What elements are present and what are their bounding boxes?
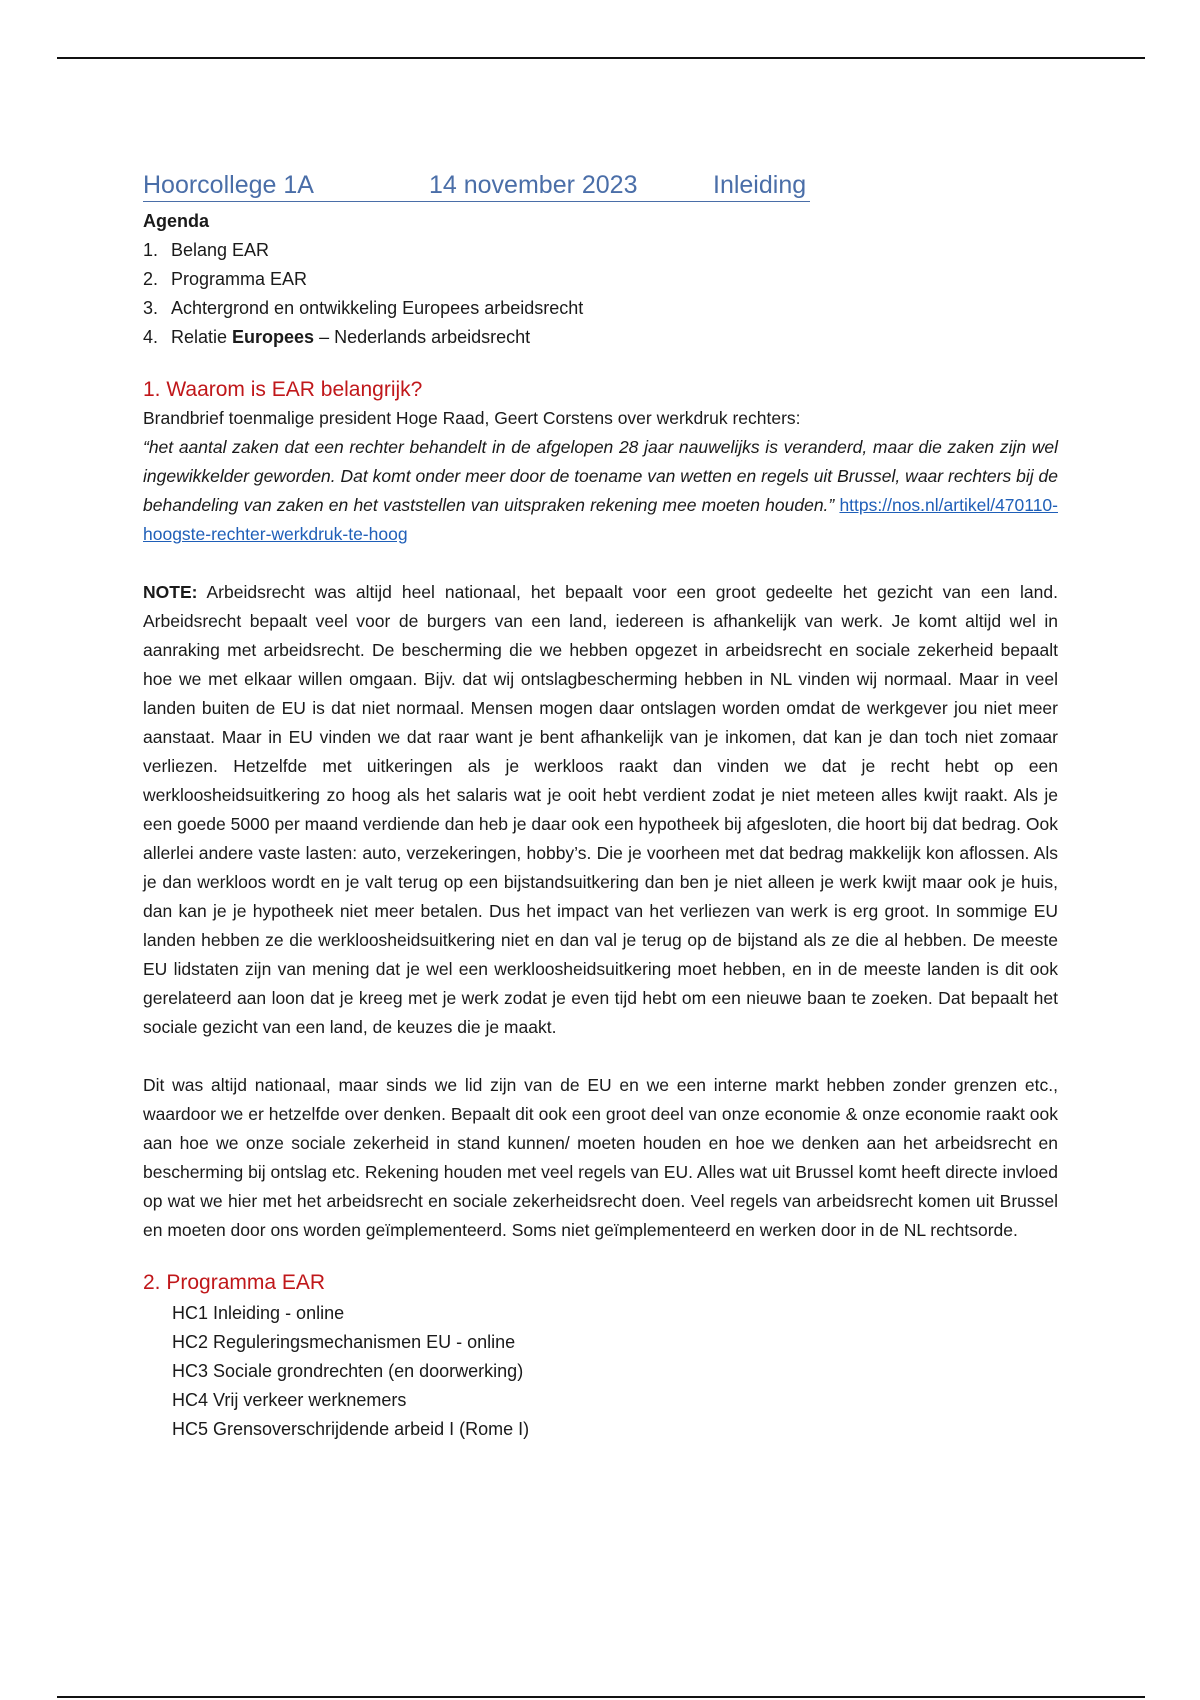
agenda-heading: Agenda [143,211,210,231]
national-paragraph: Dit was altijd nationaal, maar sinds we lid zijn van de EU en we een interne markt hebben zonder grenzen etc., waardoor we er hetzelfde over denken. Bepaalt dit ook een groot deel van onze economie & onze economie raakt ook aan hoe we onze sociale zekerheid in stand kunnen/ moeten houden en hoe we denken aan het arbeidsrecht en bescherming bij ontslag etc. Rekening houden met veel regels van EU. Alles wat uit Brussel komt heeft directe invloed op wat we hier met het arbeidsrecht en sociale zekerheidsrecht doen. Veel regels van arbeidsrecht komen uit Brussel en moeten door ons worden geïmplementeerd. Soms niet geïmplementeerd en werken door in de NL rechtsorde. [143,1075,1058,1240]
agenda-item: 3. Achtergrond en ontwikkeling Europees arbeidsrecht [143,298,584,318]
note-paragraph: NOTE: Arbeidsrecht was altijd heel nationaal, het bepaalt voor een groot gedeelte het gezicht van een land. Arbeidsrecht bepaalt veel voor de burgers van een land, iedereen is afhankelijk van werk. Je komt altijd wel in aanraking met arbeidsrecht. De bescherming die we hebben opgezet in arbeidsrecht en sociale zekerheid bepaalt hoe we met elkaar willen omgaan. Bijv. dat wij ontslagbescherming hebben in NL vinden wij normaal. Maar in veel landen buiten de EU is dat niet normaal. Mensen mogen daar ontslagen worden omdat de werkgever jou niet meer aanstaat. Maar in EU vinden we dat raar want je bent afhankelijk van je inkomen, dat kan je dan toch niet zomaar verliezen. Hetzelfde met uitkeringen als je werkloos raakt dan vinden we dat je recht hebt op een werkloosheidsuitkering zo hoog als het salaris wat je ooit hebt verdient zodat je niet meteen alles kwijt raakt. Als je een goede 5000 per maand verdiende dan heb je daar ook een hypotheek bij afgesloten, die hoort bij dat bedrag. Ook allerlei andere vaste lasten: auto, verzekeringen, hobby’s. Die je voorheen met dat bedrag makkelijk kon aflossen. Als je dan werkloos wordt en je valt terug op een bijstandsuitkering dan ben je niet alleen je werk kwijt maar ook je huis, dan kan je je hypotheek niet meer betalen. Dus het impact van het verliezen van werk is erg groot. In sommige EU landen hebben ze die werkloosheidsuitkering niet en dan val je terug op de bijstand als ze die al hebben. De meeste EU lidstaten zijn van mening dat je wel een werkloosheidsuitkering moet hebben, en in de meeste landen is dit ook gerelateerd aan loon dat je kreeg met je werk zodat je even tijd hebt om een nieuwe baan te zoeken. Dat bepaalt het sociale gezicht van een land, de keuzes die je maakt. [143,582,1058,1037]
program-item: HC3 Sociale grondrechten (en doorwerking) [172,1361,524,1381]
section-2-heading: 2. Programma EAR [143,1271,326,1294]
section-1-heading: 1. Waarom is EAR belangrijk? [143,378,423,401]
nos-article-link[interactable]: https://nos.nl/artikel/470110-hoogste-rechter-werkdruk-te-hoog [143,495,1058,544]
note-label: NOTE: [143,582,198,602]
bottom-rule [57,1696,1145,1698]
agenda-item: 4. Relatie Europees – Nederlands arbeidsrecht [143,327,531,347]
agenda-item: 1. Belang EAR [143,240,270,260]
top-rule [57,57,1145,59]
lecture-topic: Inleiding [713,171,807,199]
program-item: HC4 Vrij verkeer werknemers [172,1390,407,1410]
corstens-quote: “het aantal zaken dat een rechter behandelt in de afgelopen 28 jaar nauwelijks is veranderd, maar die zaken zijn wel ingewikkelder geworden. Dat komt onder meer door de toename van wetten en regels uit Brussel, waar rechters bij de behandeling van zaken en het vaststellen van uitspraken rekening mee moeten houden.” https://nos.nl/artikel/470110-hoogste-rechter-werkdruk-te-hoog [143,437,1058,544]
program-item: HC2 Reguleringsmechanismen EU - online [172,1332,516,1352]
lecture-date: 14 november 2023 [429,171,638,199]
document-title [143,170,810,202]
section-1-intro: Brandbrief toenmalige president Hoge Raad, Geert Corstens over werkdruk rechters: [143,408,801,428]
agenda-item: 2. Programma EAR [143,269,308,289]
program-item: HC1 Inleiding - online [172,1303,345,1323]
agenda-list [143,236,1058,352]
program-list [172,1299,1058,1444]
program-item: HC5 Grensoverschrijdende arbeid I (Rome I) [172,1419,530,1439]
course-title: Hoorcollege 1A [143,171,314,199]
document-body [143,170,1058,1444]
